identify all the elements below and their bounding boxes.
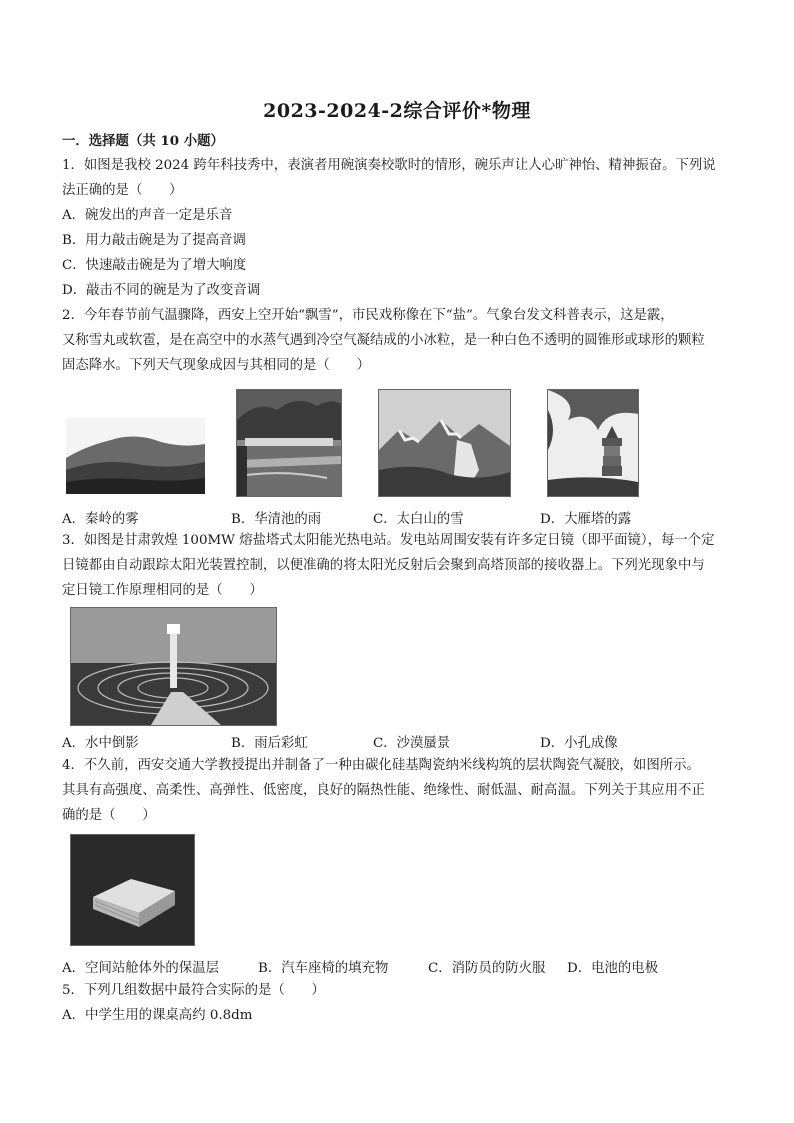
q4-stem-line2: 其具有高强度、高柔性、高弹性、低密度，良好的隔热性能、绝缘性、耐低温、耐高温。下列关于其应用不正: [62, 783, 705, 798]
q2-stem-line3: 固态降水。下列天气现象成因与其相同的是（ ）: [62, 358, 370, 373]
q4-stem-line1: 4．不久前，西安交通大学教授提出并制备了一种由碳化硅基陶瓷纳米线构筑的层状陶瓷气凝胶，如图所示。: [62, 758, 700, 773]
q2-option-b: B．华清池的雨: [231, 512, 322, 527]
q3-stem-line2: 日镜都由自动跟踪太阳光装置控制，以便准确的将太阳光反射后会聚到高塔顶部的接收器上。下列光现象中与: [62, 558, 705, 573]
q2-option-c: C．太白山的雪: [373, 512, 464, 527]
q2-stem-line1: 2．今年春节前气温骤降，西安上空开始“飘雪”，市民戏称像在下“盐”。气象台发文科普表示，这是霰，: [62, 308, 674, 323]
q3-option-b: B．雨后彩虹: [231, 736, 308, 751]
q1-option-a: A．碗发出的声音一定是乐音: [62, 208, 233, 223]
q5-option-a: A．中学生用的课桌高约 0.8dm: [62, 1008, 253, 1023]
huaqing-pool-rain-photo: [236, 389, 342, 497]
q1-option-c: C．快速敲击碗是为了增大响度: [62, 258, 247, 273]
page-title: 2023-2024-2综合评价*物理: [263, 100, 531, 122]
q3-stem-line3: 定日镜工作原理相同的是（ ）: [62, 583, 263, 598]
section-heading: 一．选择题（共 10 小题）: [62, 133, 224, 149]
taibai-mountain-snow-photo: [378, 389, 511, 497]
ceramic-aerogel-photo: [70, 834, 195, 946]
big-wild-goose-pagoda-dew-photo: [547, 389, 639, 497]
q2-option-a: A．秦岭的雾: [62, 512, 139, 527]
q3-option-d: D．小孔成像: [540, 736, 618, 751]
q1-option-d: D．敲击不同的碗是为了改变音调: [62, 283, 261, 298]
q3-stem-line1: 3．如图是甘肃敦煌 100MW 熔盐塔式太阳能光热电站。发电站周围安装有许多定日镜（即平面镜），每一个定: [62, 533, 715, 548]
q3-option-c: C．沙漠蜃景: [373, 736, 451, 751]
q2-stem-line2: 又称雪丸或软雹，是在高空中的水蒸气遇到冷空气凝结成的小冰粒，是一种白色不透明的圆锥形或球形的颗粒: [62, 333, 705, 348]
solar-tower-plant-photo: [70, 607, 277, 726]
qinling-fog-photo: [66, 418, 205, 494]
q4-option-b: B．汽车座椅的填充物: [258, 961, 389, 976]
q1-option-b: B．用力敲击碗是为了提高音调: [62, 233, 246, 248]
q4-option-c: C．消防员的防火服: [428, 961, 546, 976]
q2-option-d: D．大雁塔的露: [540, 512, 632, 527]
q4-option-a: A．空间站舱体外的保温层: [62, 961, 219, 976]
q4-option-d: D．电池的电极: [567, 961, 659, 976]
q1-stem-line2: 法正确的是（ ）: [62, 183, 183, 198]
q4-stem-line3: 确的是（ ）: [62, 808, 156, 823]
q5-stem-line1: 5．下列几组数据中最符合实际的是（ ）: [62, 983, 325, 998]
q3-option-a: A．水中倒影: [62, 736, 139, 751]
q1-stem-line1: 1．如图是我校 2024 跨年科技秀中，表演者用碗演奏校歌时的情形，碗乐声让人心旷神怡、精神振奋。下列说: [62, 158, 716, 173]
